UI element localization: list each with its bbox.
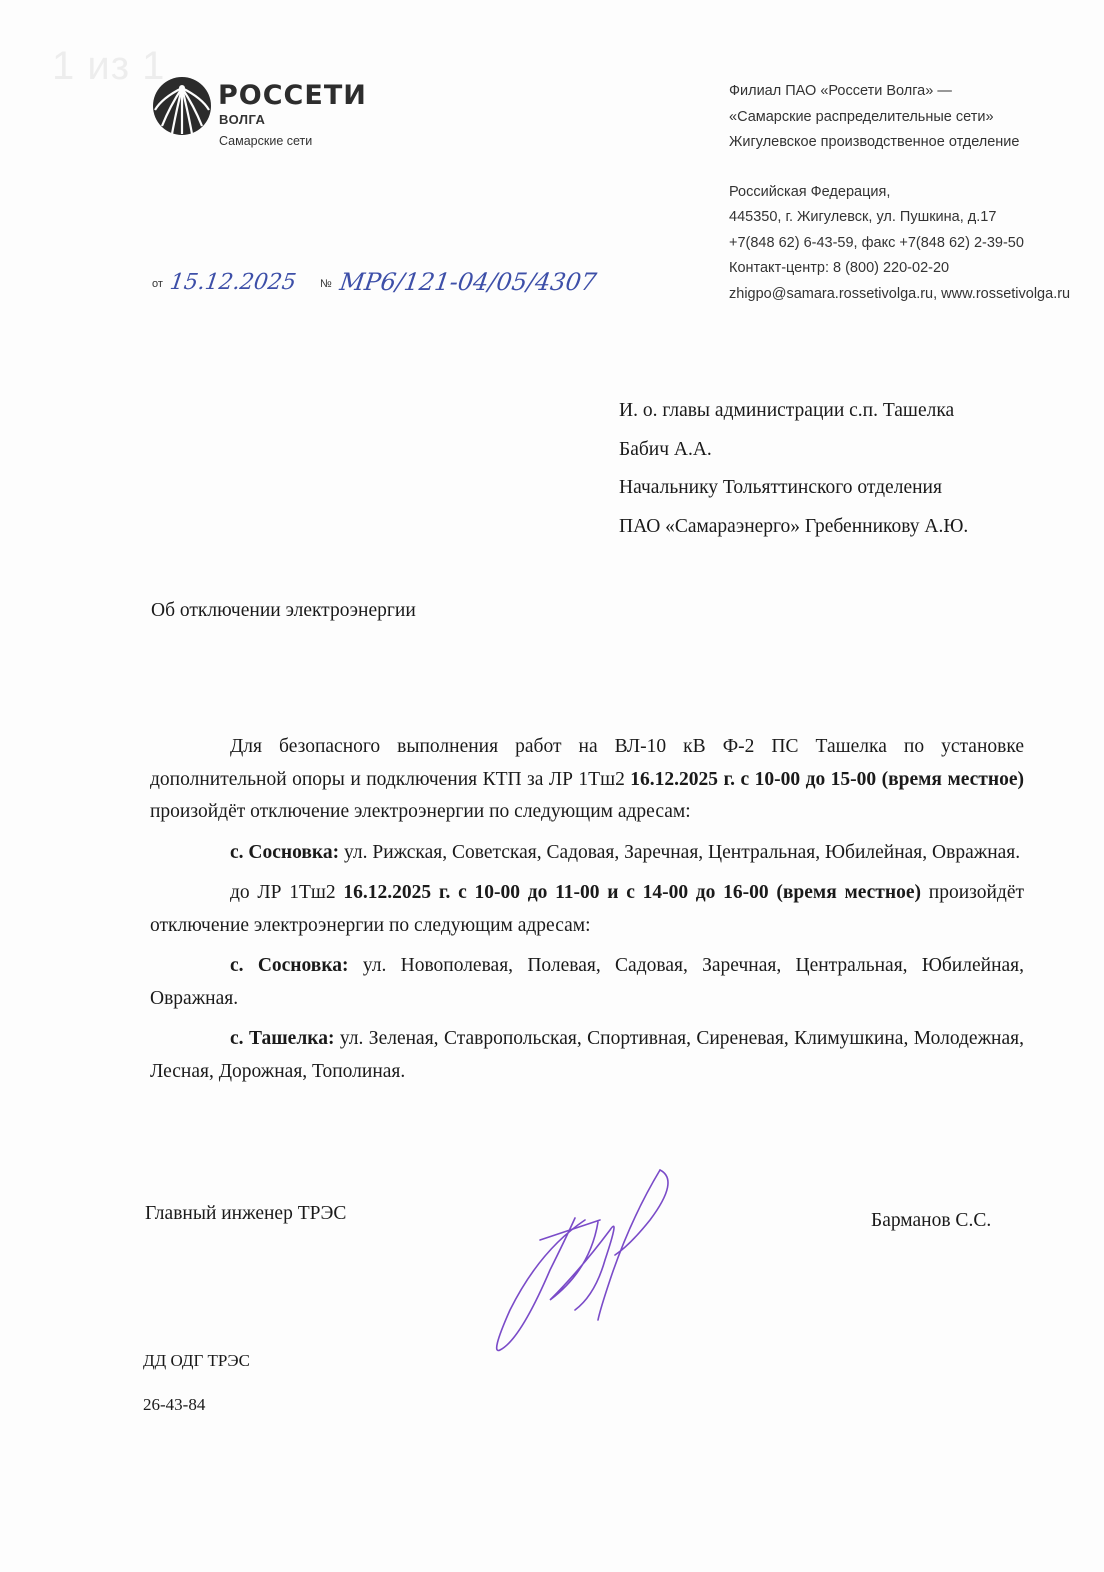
rosseti-logo-icon xyxy=(152,76,212,136)
body-paragraph: с. Ташелка: ул. Зеленая, Ставропольская, Спортивная, Сиреневая, Климушкина, Молодежная, Лесная, Дорожная, Тополиная. xyxy=(150,1028,1024,1082)
body-paragraph: Для безопасного выполнения работ на ВЛ-10 кВ Ф-2 ПС Ташелка по установке дополнительной опоры и подключения КТП за ЛР 1Тш2 16.12.2025 г. с 10-00 до 15-00 (время местное) произойдёт отключение электроэнергии по следующим адресам: xyxy=(150,736,1024,822)
reg-date: 15.12.2025 xyxy=(168,270,298,295)
addressee-line: ПАО «Самараэнерго» Гребенникову А.Ю. xyxy=(619,515,969,537)
body-paragraph: с. Сосновка: ул. Новополевая, Полевая, Садовая, Заречная, Центральная, Юбилейная, Овражная. xyxy=(150,955,1025,1009)
signatory-name: Барманов С.С. xyxy=(871,1210,992,1231)
date-prefix: от xyxy=(152,278,163,290)
org-contact-center: Контакт-центр: 8 (800) 220-02-20 xyxy=(729,260,950,276)
org-address: 445350, г. Жигулевск, ул. Пушкина, д.17 xyxy=(729,209,997,225)
brand-name: РОССЕТИ xyxy=(218,80,367,111)
page-counter: 1 из 1 xyxy=(52,44,166,88)
body-paragraph: с. Сосновка: ул. Рижская, Советская, Садовая, Заречная, Центральная, Юбилейная, Овражная. xyxy=(230,841,1021,863)
org-line-2: «Самарские распределительные сети» xyxy=(729,108,994,125)
org-details xyxy=(729,79,1070,307)
letter-subject: Об отключении электроэнергии xyxy=(151,600,416,621)
addressee-line: И. о. главы администрации с.п. Ташелка xyxy=(619,400,955,421)
org-line-3: Жигулевское производственное отделение xyxy=(729,134,1020,150)
brand-region: ВОЛГА xyxy=(219,112,266,127)
org-phone: +7(848 62) 6-43-59, факс +7(848 62) 2-39-50 xyxy=(729,234,1024,251)
body-paragraph: до ЛР 1Тш2 16.12.2025 г. с 10-00 до 11-00 и с 14-00 до 16-00 (время местное) произойдёт отключение электроэнергии по следующим адресам: xyxy=(150,882,1025,936)
addressee-line: Начальнику Тольяттинского отделения xyxy=(619,477,942,498)
number-prefix: № xyxy=(320,278,332,290)
signatory-role: Главный инженер ТРЭС xyxy=(145,1203,347,1224)
executor-phone: 26-43-84 xyxy=(143,1395,206,1414)
executor-name: ДД ОДГ ТРЭС xyxy=(143,1351,250,1370)
letter-body xyxy=(150,731,1024,1096)
reg-number: МР6/121-04/05/4307 xyxy=(338,268,599,296)
addressee-block xyxy=(619,392,968,546)
registration-line xyxy=(152,268,622,308)
org-country: Российская Федерация, xyxy=(729,183,891,200)
brand-division: Самарские сети xyxy=(219,134,313,148)
handwritten-signature xyxy=(480,1160,700,1360)
addressee-line: Бабич А.А. xyxy=(619,438,712,460)
org-web: zhigpo@samara.rossetivolga.ru, www.rossetivolga.ru xyxy=(729,285,1071,302)
org-line-1: Филиал ПАО «Россети Волга» — xyxy=(729,83,952,99)
